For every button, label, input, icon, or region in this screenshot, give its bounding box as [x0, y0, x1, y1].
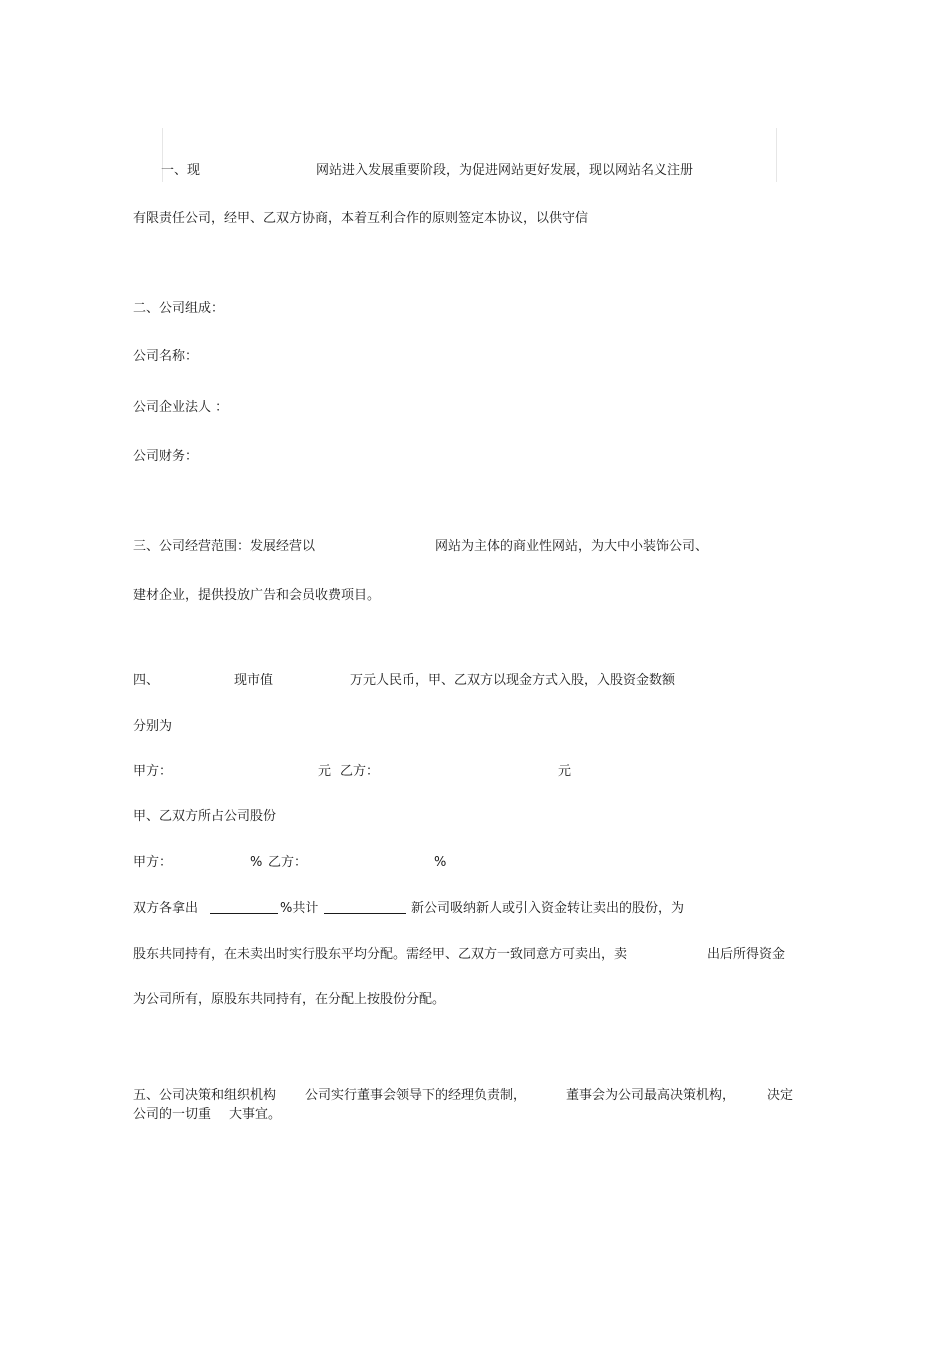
share-a-label: 甲方：: [133, 855, 173, 870]
reserve-total: %共计: [280, 901, 319, 916]
section3-prefix: 三、公司经营范围：发展经营以: [133, 539, 316, 554]
legal-person-label: 公司企业法人 ：: [133, 400, 229, 415]
reserve-prefix: 双方各拿出: [133, 901, 199, 916]
section2-heading: 二、公司组成：: [133, 301, 225, 316]
amount-a-label: 甲方：: [133, 764, 173, 779]
company-name-label: 公司名称：: [133, 349, 199, 364]
reserve-percent-blank: [210, 901, 278, 914]
section4-text: 万元人民币，甲、乙双方以现金方式入股，入股资金数额: [350, 673, 676, 688]
hold-line1-end: 出后所得资金: [707, 947, 786, 962]
section5-text-3: 决定: [767, 1088, 794, 1103]
section1-line2: 有限责任公司，经甲、乙双方协商，本着互利合作的原则签定本协议，以供守信: [133, 211, 589, 226]
section5-text-1: 公司实行董事会领导下的经理负责制，: [305, 1088, 527, 1103]
share-a-unit: %: [250, 855, 263, 870]
section5-heading: 五、公司决策和组织机构: [133, 1088, 277, 1103]
section4-prefix: 四、: [133, 673, 160, 688]
hold-line2: 为公司所有，原股东共同持有，在分配上按股份分配。: [133, 992, 446, 1007]
header-right-rule: [776, 128, 777, 182]
reserve-total-blank: [324, 901, 406, 914]
section5-line2-b: 大事宜。: [229, 1107, 282, 1122]
section4-line2: 分别为: [133, 719, 173, 734]
amount-a-unit: 元: [318, 764, 332, 779]
reserve-text: 新公司吸纳新人或引入资金转让卖出的股份，为: [411, 901, 685, 916]
section5-text-2: 董事会为公司最高决策机构，: [566, 1088, 736, 1103]
section1-prefix: 一、现: [161, 163, 201, 178]
finance-label: 公司财务：: [133, 449, 199, 464]
amount-b-label: 乙方：: [340, 764, 380, 779]
section1-text: 网站进入发展重要阶段，为促进网站更好发展，现以网站名义注册: [316, 163, 694, 178]
section3-line2: 建材企业，提供投放广告和会员收费项目。: [133, 588, 381, 603]
hold-line1: 股东共同持有，在未卖出时实行股东平均分配。需经甲、乙双方一致同意方可卖出，卖: [133, 947, 628, 962]
section4-market-value: 现市值: [234, 673, 274, 688]
section5-line2-a: 公司的一切重: [133, 1107, 212, 1122]
section3-text: 网站为主体的商业性网站，为大中小装饰公司、: [435, 539, 709, 554]
share-heading: 甲、乙双方所占公司股份: [133, 809, 277, 824]
amount-b-unit: 元: [558, 764, 572, 779]
share-b-unit: %: [434, 855, 447, 870]
share-b-label: 乙方：: [268, 855, 308, 870]
